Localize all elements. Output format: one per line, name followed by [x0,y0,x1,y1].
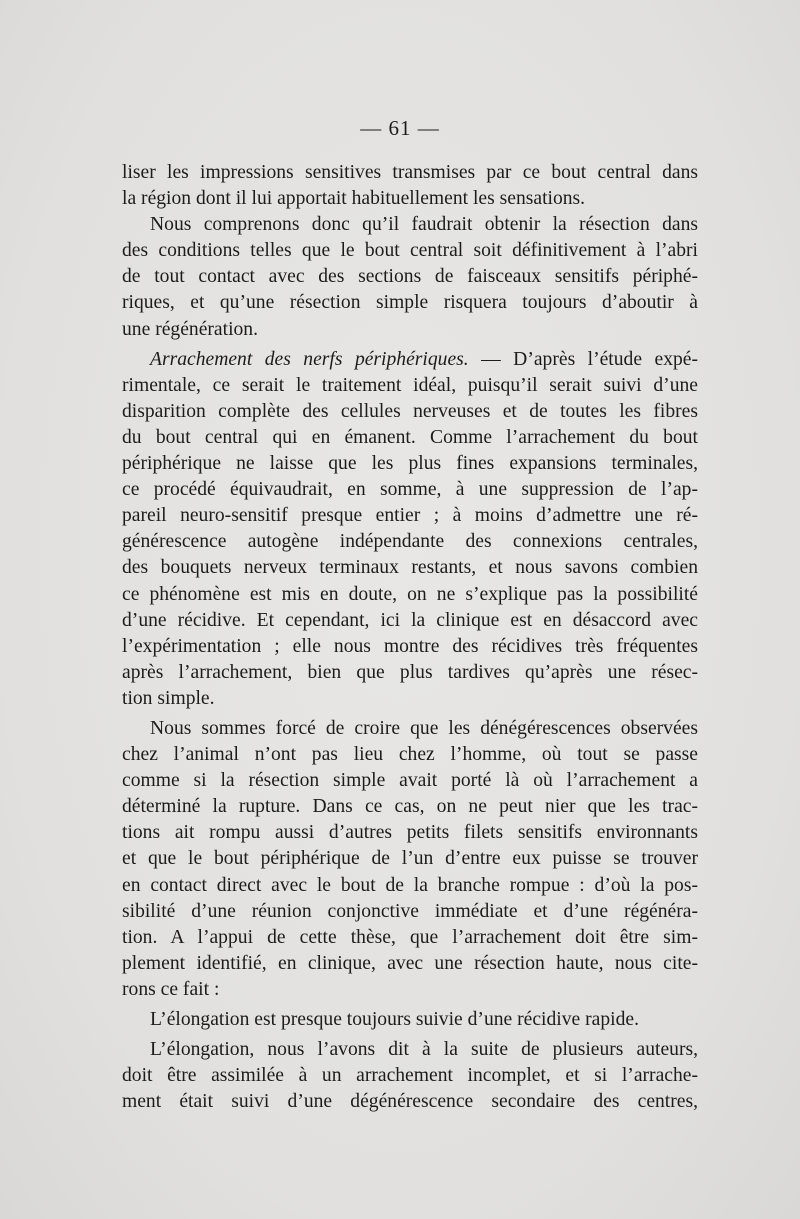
text-line: ment était suivi d’une dégénérescence secondaire des centres, [122,1091,698,1113]
text-line: de tout contact avec des sections de faisceaux sensitifs périphé- [122,266,698,288]
text-line: tions ait rompu aussi d’autres petits filets sensitifs environnants [122,822,698,844]
paragraph-2 [122,212,698,342]
text-line [122,347,698,373]
text-line: chez l’animal n’ont pas lieu chez l’homme, où tout se passe [122,744,698,766]
text-line: tion. A l’appui de cette thèse, que l’arrachement doit être sim- [122,926,698,948]
text-line: du bout central qui en émanent. Comme l’arrachement du bout [122,426,698,448]
text-line: ce procédé équivaudrait, en somme, à une suppression de l’ap- [122,479,698,501]
text-line: L’élongation, nous l’avons dit à la suite de plusieurs auteurs, [150,1039,698,1061]
text-line: sibilité d’une réunion conjonctive immédiate et d’une régénéra- [122,900,698,922]
text-run: — D’après l’étude expé- [481,348,699,370]
text-line: et que le bout périphérique de l’un d’entre eux puisse se trouver [122,848,698,870]
text-line: Nous sommes forcé de croire que les dénégérescences observées [150,717,698,739]
text-line: tion simple. [122,687,215,709]
text-line: une régénération. [122,318,258,340]
text-line: rons ce fait : [122,978,220,1000]
text-line: riques, et qu’une résection simple risquera toujours d’aboutir à [122,292,698,314]
text-line: des bouquets nerveux terminaux restants, et nous savons combien [122,557,698,579]
text-line: L’élongation est presque toujours suivie d’une récidive rapide. [150,1009,639,1030]
page-number: — 61 — [360,116,440,140]
text-line: pareil neuro-sensitif presque entier ; à moins d’admettre une ré- [122,505,698,527]
body-text [122,160,698,1115]
text-line: plement identifié, en clinique, avec une résection haute, nous cite- [122,952,698,974]
text-line: périphérique ne laisse que les plus fines expansions terminales, [122,453,698,475]
section-heading: Arrachement des nerfs périphériques. [150,348,469,370]
text-line: en contact direct avec le bout de la branche rompue : d’où la pos- [122,874,698,896]
text-line: comme si la résection simple avait porté là où l’arrachement a [122,770,698,792]
text-line: après l’arrachement, bien que plus tardives qu’après une résec- [122,661,698,683]
text-line: générescence autogène indépendante des connexions centrales, [122,531,698,553]
text-line: Nous comprenons donc qu’il faudrait obtenir la résection dans [150,214,698,236]
paragraph-5 [122,1007,698,1033]
text-line: doit être assimilée à un arrachement incomplet, et si l’arrache- [122,1065,698,1087]
paragraph-1 [122,160,698,212]
paragraph-6 [122,1037,698,1115]
text-line: déterminé la rupture. Dans ce cas, on ne peut nier que les trac- [122,796,698,818]
paragraph-3 [122,347,698,712]
text-line: l’expérimentation ; elle nous montre des récidives très fréquentes [122,635,698,657]
text-line: ce phénomène est mis en doute, on ne s’explique pas la possibilité [122,583,698,605]
text-line: rimentale, ce serait le traitement idéal, puisqu’il serait suivi d’une [122,374,698,396]
text-line: liser les impressions sensitives transmises par ce bout central dans [122,162,698,183]
paragraph-4 [122,716,698,1003]
text-line: la région dont il lui apportait habituellement les sensations. [122,188,586,210]
text-line: des conditions telles que le bout central soit définitivement à l’abri [122,240,698,262]
text-line: disparition complète des cellules nerveuses et de toutes les fibres [122,400,698,422]
text-line: d’une récidive. Et cependant, ici la clinique est en désaccord avec [122,609,698,631]
